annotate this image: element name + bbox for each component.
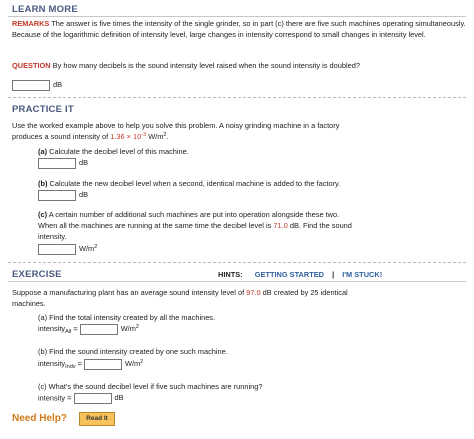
practice-part-a-answer: [38, 158, 88, 169]
practice-intro-line-2: [12, 132, 169, 143]
question-answer-row: [12, 80, 62, 91]
question-text: By how many decibels is the sound intensity level raised when the sound intensity is doubled?: [52, 61, 360, 70]
exercise-part-a-prompt: (a) Find the total intensity created by all the machines.: [38, 313, 216, 322]
exercise-part-a-answer: [38, 324, 139, 337]
divider: [8, 97, 466, 98]
exercise-part-a-input[interactable]: [80, 324, 118, 335]
intro-period: .: [166, 132, 169, 141]
hints-label: HINTS:: [218, 270, 243, 279]
exercise-part-c-answer: [38, 393, 124, 404]
part-b-unit: dB: [79, 190, 89, 200]
part-b-text: Calculate the new decibel level when a second, identical machine is added to the factory.: [49, 179, 341, 188]
hints-bar: [218, 270, 382, 281]
part-c-text-1: A certain number of additional such machines are put into operation alongside these two.: [48, 210, 340, 219]
practice-heading: PRACTICE IT: [12, 104, 74, 115]
practice-intro-line-1: Use the worked example above to help you solve this problem. A noisy grinding machine in a factory: [12, 121, 340, 130]
question-answer-input[interactable]: [12, 80, 50, 91]
part-c-text-2b: dB. Find the sound: [289, 221, 352, 230]
question-answer-unit: dB: [53, 80, 63, 90]
question-tag: QUESTION: [12, 61, 51, 70]
practice-part-a-prompt: [38, 147, 189, 158]
part-c-value: 71.0: [273, 221, 288, 230]
part-a-label: (a): [38, 147, 48, 156]
im-stuck-link[interactable]: I'M STUCK!: [342, 270, 383, 279]
part-c-label: (c): [38, 210, 48, 219]
need-help-label: Need Help?: [12, 413, 68, 424]
practice-part-c-line-2: [38, 221, 352, 232]
exercise-intro-text-a: Suppose a manufacturing plant has an average sound intensity level of: [12, 288, 245, 297]
practice-part-c-answer: [38, 244, 97, 255]
practice-part-b-prompt: [38, 179, 340, 190]
exercise-intro-line-1: [12, 288, 348, 299]
intensity-unit: $W/m^2$: [148, 132, 167, 141]
exercise-part-b-answer: [38, 359, 143, 372]
practice-part-b-input[interactable]: [38, 190, 76, 201]
exercise-part-b-unit: $W/m^2$: [124, 359, 144, 369]
practice-part-c-line-3: intensity.: [38, 232, 67, 241]
part-c-unit: $W/m^2$: [79, 244, 98, 254]
part-c-var: intensity =: [38, 393, 72, 403]
exercise-intro-text-b: dB created by 25 identical: [262, 288, 348, 297]
part-b-eq: =: [77, 359, 82, 369]
practice-part-c-input[interactable]: [38, 244, 76, 255]
part-c-text-2a: When all the machines are running at the same time the decibel level is: [38, 221, 272, 230]
practice-part-b-answer: [38, 190, 88, 201]
exercise-part-a-unit: $W/m^2$: [120, 324, 139, 334]
getting-started-link[interactable]: GETTING STARTED: [254, 270, 325, 279]
practice-part-a-input[interactable]: [38, 158, 76, 169]
exercise-part-c-unit: dB: [114, 393, 124, 403]
question-paragraph: [12, 61, 467, 72]
remarks-paragraph: [12, 19, 467, 40]
exercise-intro-line-2: machines.: [12, 299, 46, 308]
part-a-eq: =: [73, 324, 78, 334]
part-b-label: (b): [38, 179, 48, 188]
part-b-var: intensity$_{Indv}$: [38, 359, 76, 371]
learn-more-heading: LEARN MORE: [12, 4, 78, 15]
divider: [8, 262, 466, 263]
remarks-tag: REMARKS: [12, 19, 50, 28]
hints-divider: |: [332, 270, 335, 279]
exercise-part-c-prompt: (c) What's the sound decibel level if five such machines are running?: [38, 382, 263, 391]
remarks-text: The answer is five times the intensity of the single grinder, so in part (c) there are five such machines operating simultaneously. Because of the logarithmic definition of intensity level, large changes in intensity correspond to small changes in intensity level.: [12, 19, 466, 39]
practice-part-c-line-1: [38, 210, 339, 221]
exercise-part-c-input[interactable]: [74, 393, 112, 404]
part-a-text: Calculate the decibel level of this machine.: [49, 147, 189, 156]
need-help-row: [12, 412, 115, 427]
intensity-value: $1.36 \times 10^{-3}$: [110, 132, 147, 141]
exercise-intro-value: 97.0: [246, 288, 261, 297]
exercise-heading: EXERCISE: [12, 269, 62, 280]
exercise-part-b-input[interactable]: [84, 359, 122, 370]
read-it-button[interactable]: Read It: [79, 412, 115, 425]
divider: [8, 16, 466, 17]
part-a-var: intensity$_{All}$: [38, 324, 72, 336]
divider: [8, 281, 466, 282]
exercise-part-b-prompt: (b) Find the sound intensity created by one such machine.: [38, 347, 228, 356]
practice-intro-text: produces a sound intensity of: [12, 132, 109, 141]
part-a-unit: dB: [79, 158, 89, 168]
